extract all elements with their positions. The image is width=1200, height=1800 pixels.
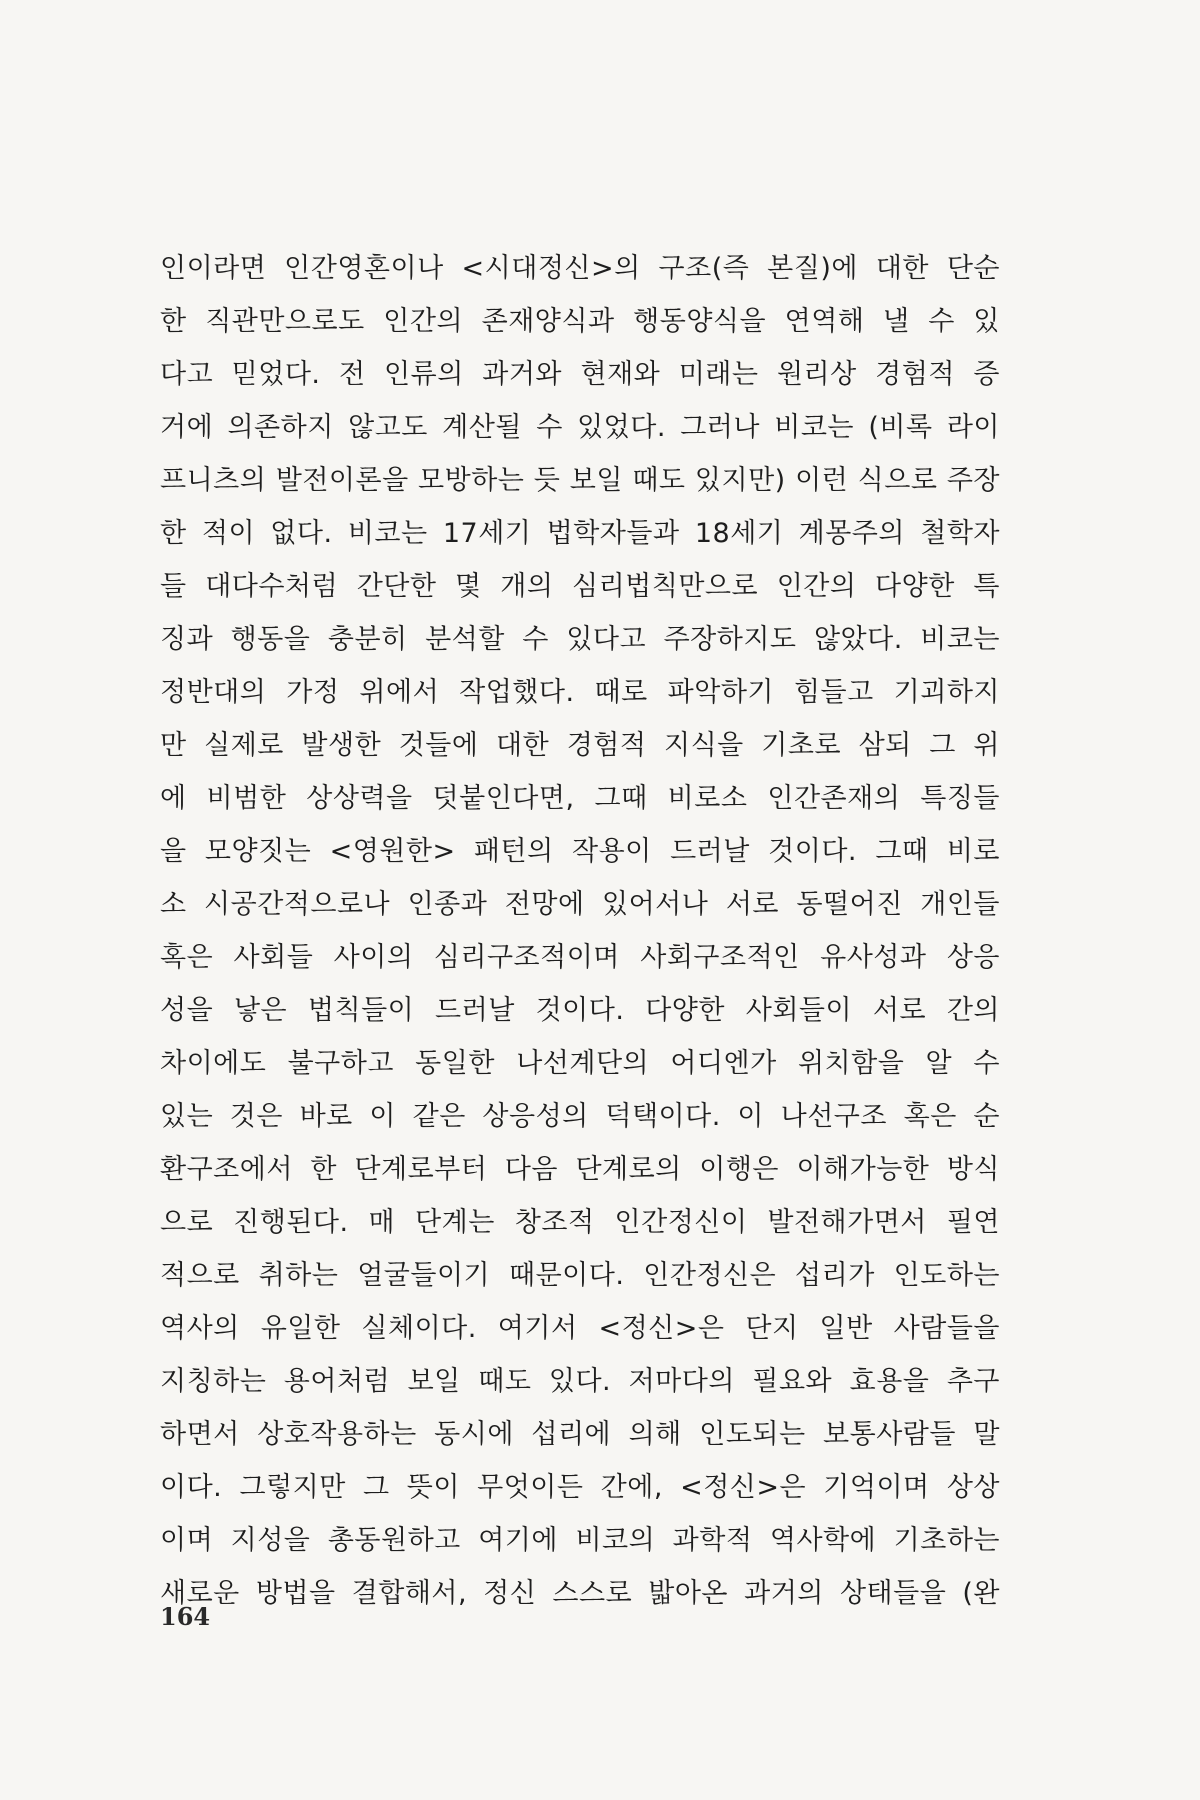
body-line: 징과 행동을 충분히 분석할 수 있다고 주장하지도 않았다. 비코는 (160, 624, 1000, 655)
body-line: 혹은 사회들 사이의 심리구조적이며 사회구조적인 유사성과 상응 (160, 942, 1000, 973)
body-line: 적으로 취하는 얼굴들이기 때문이다. 인간정신은 섭리가 인도하는 (160, 1260, 1000, 1291)
body-line: 만 실제로 발생한 것들에 대한 경험적 지식을 기초로 삼되 그 위 (160, 730, 1000, 761)
body-line: 성을 낳은 법칙들이 드러날 것이다. 다양한 사회들이 서로 간의 (160, 995, 1000, 1026)
body-line: 을 모양짓는 <영원한> 패턴의 작용이 드러날 것이다. 그때 비로 (160, 836, 1000, 867)
body-line: 한 직관만으로도 인간의 존재양식과 행동양식을 연역해 낼 수 있 (160, 306, 1000, 337)
page-number: 164 (160, 1602, 211, 1631)
body-line: 으로 진행된다. 매 단계는 창조적 인간정신이 발전해가면서 필연 (160, 1207, 1000, 1238)
body-line: 소 시공간적으로나 인종과 전망에 있어서나 서로 동떨어진 개인들 (160, 889, 1000, 920)
body-line: 들 대다수처럼 간단한 몇 개의 심리법칙만으로 인간의 다양한 특 (160, 571, 1000, 602)
body-line: 있는 것은 바로 이 같은 상응성의 덕택이다. 이 나선구조 혹은 순 (160, 1101, 1000, 1132)
body-line: 지칭하는 용어처럼 보일 때도 있다. 저마다의 필요와 효용을 추구 (160, 1366, 1000, 1397)
body-line: 차이에도 불구하고 동일한 나선계단의 어디엔가 위치함을 알 수 (160, 1048, 1000, 1079)
body-line: 이다. 그렇지만 그 뜻이 무엇이든 간에, <정신>은 기억이며 상상 (160, 1472, 1000, 1503)
body-line: 인이라면 인간영혼이나 <시대정신>의 구조(즉 본질)에 대한 단순 (160, 253, 1000, 284)
body-line: 하면서 상호작용하는 동시에 섭리에 의해 인도되는 보통사람들 말 (160, 1419, 1000, 1450)
body-line: 역사의 유일한 실체이다. 여기서 <정신>은 단지 일반 사람들을 (160, 1313, 1000, 1344)
body-line: 새로운 방법을 결합해서, 정신 스스로 밟아온 과거의 상태들을 (완 (160, 1578, 1000, 1609)
body-line: 환구조에서 한 단계로부터 다음 단계로의 이행은 이해가능한 방식 (160, 1154, 1000, 1185)
body-line: 다고 믿었다. 전 인류의 과거와 현재와 미래는 원리상 경험적 증 (160, 359, 1000, 390)
body-line: 이며 지성을 총동원하고 여기에 비코의 과학적 역사학에 기초하는 (160, 1525, 1000, 1556)
body-line: 프니츠의 발전이론을 모방하는 듯 보일 때도 있지만) 이런 식으로 주장 (160, 465, 1000, 496)
body-line: 한 적이 없다. 비코는 17세기 법학자들과 18세기 계몽주의 철학자 (160, 518, 1000, 549)
body-line: 거에 의존하지 않고도 계산될 수 있었다. 그러나 비코는 (비록 라이 (160, 412, 1000, 443)
body-line: 에 비범한 상상력을 덧붙인다면, 그때 비로소 인간존재의 특징들 (160, 783, 1000, 814)
body-line: 정반대의 가정 위에서 작업했다. 때로 파악하기 힘들고 기괴하지 (160, 677, 1000, 708)
body-text (160, 242, 1000, 1620)
